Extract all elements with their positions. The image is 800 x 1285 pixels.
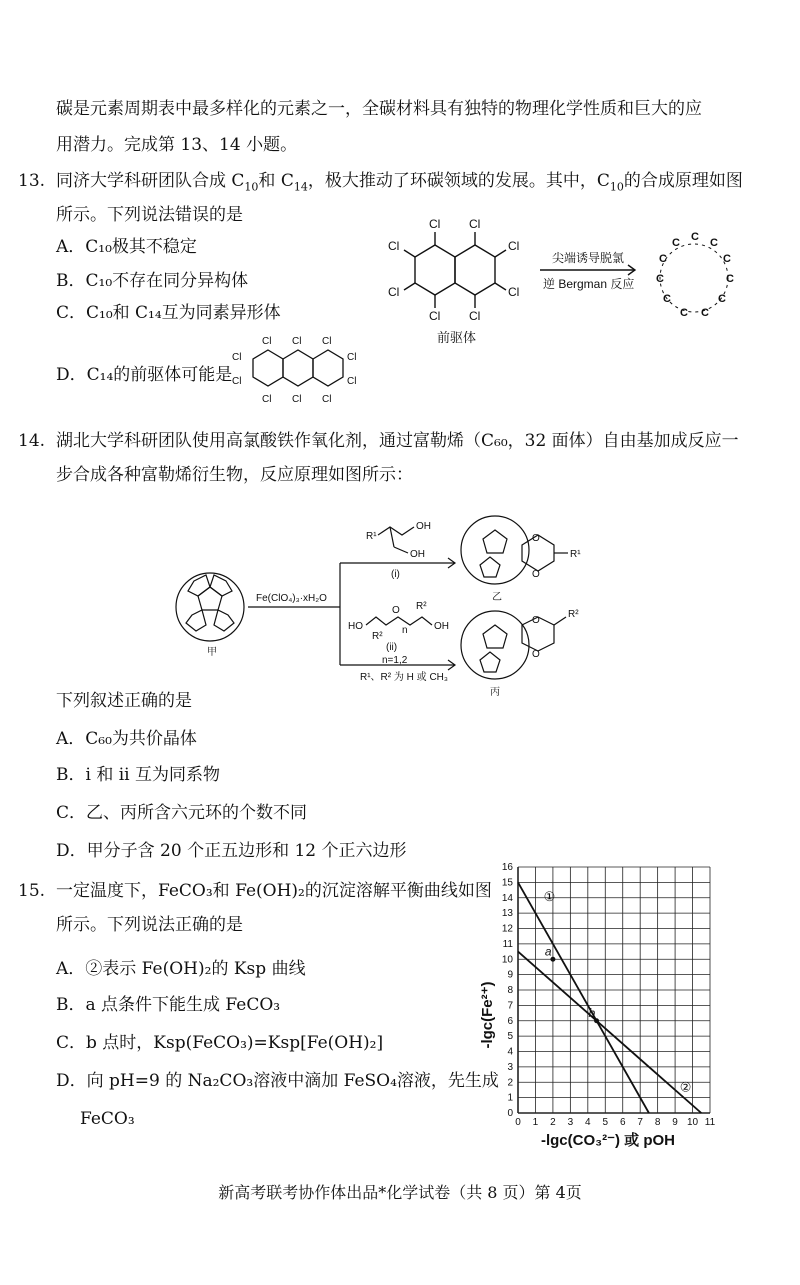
q14-scheme	[170, 505, 630, 698]
y-tick-label: 2	[507, 1077, 513, 1089]
svg-text:Cl: Cl	[388, 239, 400, 253]
svg-text:Cl: Cl	[322, 394, 332, 405]
q15-stem-2: 所示。下列说法正确的是	[56, 915, 243, 935]
q15-option-d-line-2: FeCO₃	[80, 1109, 135, 1129]
x-tick-label: 4	[585, 1117, 591, 1128]
svg-text:Cl: Cl	[347, 352, 357, 363]
svg-text:C: C	[680, 307, 688, 319]
svg-text:C: C	[656, 273, 664, 285]
label-bing: 丙	[490, 687, 500, 698]
intro-line-1: 碳是元素周期表中最多样化的元素之一，全碳材料具有独特的物理化学性质和巨大的应	[56, 99, 702, 119]
y-tick-label: 7	[507, 1000, 513, 1012]
svg-text:R¹: R¹	[570, 549, 581, 560]
svg-text:C: C	[718, 293, 726, 305]
svg-text:Cl: Cl	[469, 217, 481, 231]
y-tick-label: 6	[507, 1015, 513, 1027]
svg-text:R¹: R¹	[366, 531, 377, 542]
y-tick-label: 9	[507, 969, 513, 981]
path-ii-label: (ii)	[386, 642, 398, 653]
q13-option-c: C．C₁₀和 C₁₄互为同素异形体	[56, 303, 281, 323]
q13-option-a: A．C₁₀极其不稳定	[56, 237, 197, 257]
q15-option-c: C．b 点时，Ksp(FeCO₃)=Ksp[Fe(OH)₂]	[56, 1033, 384, 1053]
svg-text:OH: OH	[416, 521, 431, 532]
q13-scheme	[380, 210, 760, 350]
svg-text:Cl: Cl	[429, 309, 441, 323]
q14-stem-1: 湖北大学科研团队使用高氯酸铁作氧化剂，通过富勒烯（C₆₀，32 面体）自由基加成反应一	[56, 431, 739, 451]
x-tick-label: 0	[515, 1117, 521, 1128]
svg-text:Cl: Cl	[232, 376, 242, 387]
svg-text:OH: OH	[434, 621, 449, 632]
svg-text:Cl: Cl	[262, 394, 272, 405]
page-footer: 新高考联考协作体出品*化学试卷（共 8 页）第 4页	[218, 1183, 582, 1202]
svg-text:Cl: Cl	[469, 309, 481, 323]
q14-number: 14.	[18, 431, 46, 451]
svg-text:Cl: Cl	[292, 336, 302, 347]
y-tick-label: 8	[507, 985, 513, 996]
q13-option-d: D．C₁₄的前驱体可能是	[56, 365, 233, 385]
svg-text:R²: R²	[568, 609, 579, 620]
solubility-chart	[478, 855, 730, 1155]
reagent-label: Fe(ClO₄)₃·xH₂O	[256, 593, 327, 604]
svg-text:Cl: Cl	[292, 394, 302, 405]
y-tick-label: 16	[501, 862, 513, 873]
svg-text:Cl: Cl	[388, 285, 400, 299]
series-line-2	[518, 952, 701, 1113]
svg-text:C: C	[723, 253, 731, 265]
y-tick-label: 1	[507, 1092, 513, 1104]
svg-text:O: O	[532, 533, 540, 544]
q15-stem-1: 一定温度下，FeCO₃和 Fe(OH)₂的沉淀溶解平衡曲线如图	[56, 881, 492, 901]
series-line-1	[518, 882, 649, 1113]
y-tick-label: 3	[507, 1061, 513, 1073]
path-i-label: (i)	[391, 569, 400, 580]
y-axis-label: -lgc(Fe²⁺)	[479, 981, 496, 1049]
x-tick-label: 7	[637, 1117, 643, 1128]
svg-text:C: C	[691, 231, 699, 243]
x-tick-label: 2	[550, 1117, 556, 1128]
label-yi: 乙	[492, 592, 502, 603]
y-tick-label: 12	[501, 923, 513, 935]
svg-text:Cl: Cl	[429, 217, 441, 231]
x-tick-label: 3	[567, 1117, 574, 1128]
label-jia: 甲	[207, 647, 217, 658]
svg-text:Cl: Cl	[347, 376, 357, 387]
x-tick-label: 9	[672, 1117, 678, 1128]
series-label-2: ②	[679, 1079, 692, 1095]
q13-stem-1: 同济大学科研团队合成 $C_{10}$和 $C_{14}$，极大推动了环碳领域的发展。其中，$C_{10}$的合成原理如图	[56, 171, 743, 194]
q13-number: 13.	[18, 171, 46, 191]
q13-option-b: B．C₁₀不存在同分异构体	[56, 271, 249, 291]
q14-question: 下列叙述正确的是	[56, 691, 192, 711]
series-label-1: ①	[543, 888, 556, 904]
arrow-top-label: 尖端诱导脱氯	[552, 251, 625, 265]
q14-option-c: C．乙、丙所含六元环的个数不同	[56, 803, 308, 823]
svg-text:Cl: Cl	[232, 352, 242, 363]
svg-text:Cl: Cl	[322, 336, 332, 347]
y-tick-label: 4	[507, 1046, 513, 1058]
q15-option-a: A．②表示 Fe(OH)₂的 Ksp 曲线	[56, 959, 306, 979]
svg-text:C: C	[701, 307, 709, 319]
x-tick-label: 10	[686, 1117, 699, 1128]
svg-text:C: C	[726, 273, 734, 285]
y-tick-label: 10	[501, 954, 513, 966]
q14-option-a: A．C₆₀为共价晶体	[56, 729, 197, 749]
y-tick-label: 0	[507, 1108, 513, 1119]
x-tick-label: 1	[532, 1117, 539, 1128]
y-tick-label: 5	[507, 1031, 513, 1043]
svg-text:C: C	[659, 253, 667, 265]
svg-text:R²: R²	[416, 601, 427, 612]
q13-stem-2: 所示。下列说法错误的是	[56, 205, 243, 225]
x-tick-label: 11	[704, 1117, 716, 1128]
svg-text:HO: HO	[348, 621, 363, 632]
intro-line-2: 用潜力。完成第 13、14 小题。	[56, 135, 298, 155]
precursor-label: 前驱体	[437, 330, 477, 345]
svg-text:C: C	[710, 237, 718, 249]
svg-text:OH: OH	[410, 549, 425, 560]
q14-option-d: D．甲分子含 20 个正五边形和 12 个正六边形	[56, 841, 407, 861]
svg-text:Cl: Cl	[508, 285, 520, 299]
svg-text:R²: R²	[372, 631, 383, 642]
x-axis-label: -lgc(CO₃²⁻) 或 pOH	[540, 1132, 676, 1149]
q15-number: 15.	[18, 881, 46, 901]
y-tick-label: 11	[502, 938, 513, 950]
q14-stem-2: 步合成各种富勒烯衍生物，反应原理如图所示：	[56, 465, 413, 485]
arrow-bottom-label: 逆 Bergman 反应	[543, 277, 635, 291]
q15-option-d-line-1: D．向 pH=9 的 Na₂CO₃溶液中滴加 FeSO₄溶液，先生成	[56, 1071, 499, 1091]
point-label-a: a	[544, 944, 552, 959]
svg-text:O: O	[532, 569, 540, 580]
y-tick-label: 14	[501, 892, 513, 904]
x-tick-label: 6	[619, 1117, 626, 1128]
y-tick-label: 15	[501, 877, 513, 889]
svg-text:C: C	[663, 293, 671, 305]
q15-option-b: B．a 点条件下能生成 FeCO₃	[56, 995, 281, 1015]
x-tick-label: 8	[654, 1117, 661, 1128]
q13-option-d-structure	[228, 332, 378, 418]
svg-text:C: C	[672, 237, 680, 249]
svg-text:Cl: Cl	[508, 239, 520, 253]
svg-text:O: O	[392, 605, 400, 616]
n-label: n=1,2	[382, 655, 408, 666]
x-tick-label: 5	[602, 1117, 609, 1128]
svg-text:O: O	[532, 649, 540, 660]
point-label-b: b	[588, 1005, 596, 1020]
svg-text:Cl: Cl	[262, 336, 272, 347]
y-tick-label: 13	[501, 908, 513, 920]
r-note: R¹、R² 为 H 或 CH₃	[360, 672, 448, 683]
q14-option-b: B．i 和 ii 互为同系物	[56, 765, 221, 785]
svg-text:n: n	[402, 625, 408, 636]
svg-text:O: O	[532, 615, 540, 626]
